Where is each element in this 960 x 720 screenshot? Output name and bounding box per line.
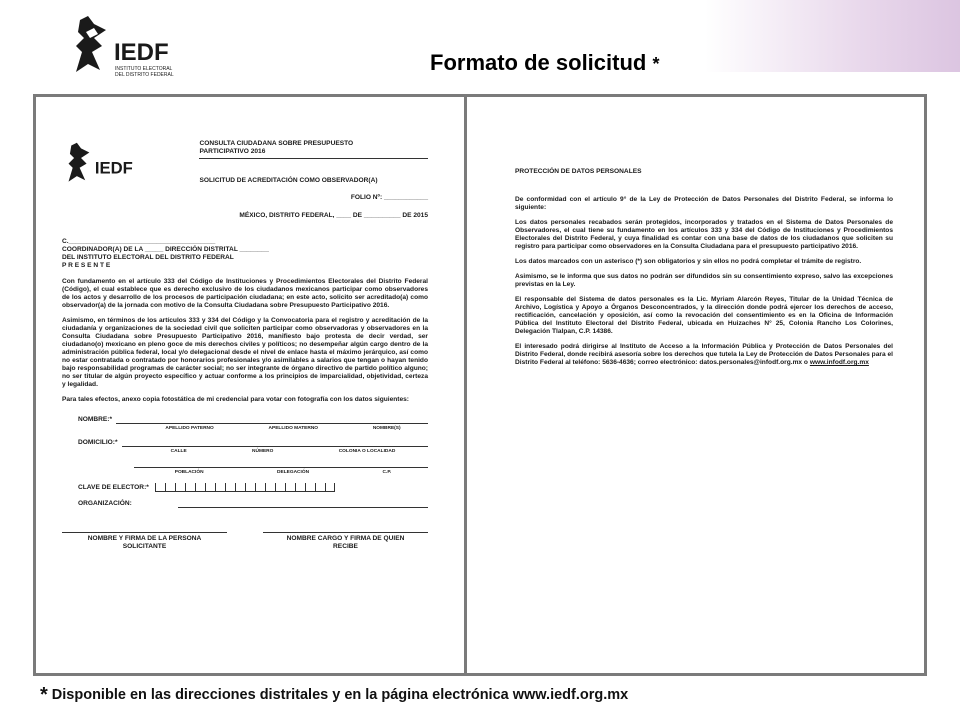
signature-receiver: NOMBRE CARGO Y FIRMA DE QUIEN RECIBE — [263, 532, 428, 551]
form-paragraph-1: Con fundamento en el artículo 333 del Código de Instituciones y Procedimientos Electorales del Distrito Federal (Código), el cual establece que es derecho exclusivo de los ciudadanos mexicanos participar como observadores de los actos y desarrollo de los procesos de participación ciudadana; en este acto, solicito ser acreditado(a) como observador(a) de la jornada con motivo de la Consulta Ciudadana sobre Presupuesto Participativo 2016. — [62, 278, 428, 309]
clave-elector-field: CLAVE DE ELECTOR:* — [78, 483, 428, 492]
document-divider — [464, 96, 467, 674]
organizacion-field: ORGANIZACIÓN: — [78, 500, 428, 508]
form-paragraph-2: Asimismo, en términos de los artículos 333 y 334 del Código y la Convocatoria para el registro y acreditación de la ciudadanía y organizaciones de la sociedad civil que soliciten participar como observadoras y observadores en la Consulta Ciudadana sobre Presupuesto Participativo 2016, manifiesto bajo protesta de decir verdad, ser ciudadano(o) mexicano en pleno goce de mis derechos civiles y políticos; no desempeñar algún cargo dentro de la administración pública federal, local y/o delegacional desde el nivel de enlace hasta el máximo jerárquico, así como no estar contratada o contratado por honorarios profesionales y/o asimilables a salarios que tengan o hayan tenido bajo responsabilidad programas de carácter social; no ser integrante de órgano directivo de partido político alguno; no ser titular de algún proyecto específico y actuar conforme a los principios de imparcialidad, objetividad, certeza y legalidad. — [62, 317, 428, 388]
footer-note: * Disponible en las direcciones distritales y en la página electrónica www.iedf.org.mx — [40, 684, 629, 706]
form-logo-icon — [62, 140, 151, 190]
domicilio-field: DOMICILIO:* — [78, 439, 428, 447]
privacy-heading: PROTECCIÓN DE DATOS PERSONALES — [515, 168, 642, 175]
form-paragraph-3: Para tales efectos, anexo copia fotostática de mi credencial para votar con fotografía con los datos siguientes: — [62, 396, 410, 403]
svg-text:DEL DISTRITO FEDERAL: DEL DISTRITO FEDERAL — [115, 72, 174, 78]
data-protection-page: PROTECCIÓN DE DATOS PERSONALES De conformidad con el artículo 9° de la Ley de Protección de Datos Personales del Distrito Federal, se informa lo siguiente: Los datos personales recabados serán protegidos, incorporados y tratados en el Sistema de Datos Personales de Observadores, el cual tiene su fundamento en los artículos 333 y 334 del Código de Instituciones y Procedimientos Electorales del Distrito Federal, y cuya finalidad es contar con una base de datos de los ciudadanos que soliciten su registro para participar como observadores en la Consulta Ciudadana para el presupuesto participativo 2016. Los datos marcados con un asterisco (*) son obligatorios y sin ellos no podrá completar el trámite de registro. Asimismo, se le informa que sus datos no podrán ser difundidos sin su consentimiento expreso, salvo las excepciones previstas en la Ley. El responsable del Sistema de datos personales es la Lic. Myriam Alarcón Reyes, Titular de la Unidad Técnica de Archivo, Logística y Apoyo a Órganos Desconcentrados, y la dirección donde podrá ejercer los derechos de acceso, rectificación, cancelación y oposición, así como la revocación del consentimiento es en la Oficina de Información Pública del Instituto Electoral del Distrito Federal, ubicada en Huizaches N° 25, Colonia Rancho Los Colorines, Delegación Tlalpan, C.P. 14386. El interesado podrá dirigirse al Instituto de Acceso a la Información Pública y Protección de Datos Personales del Distrito Federal, donde recibirá asesoría sobre los derechos que tutela la Ley de Protección de Datos Personales para el Distrito Federal al teléfono: 5636-4636; correo electrónico: datos.personales@infodf.org.mx o www.infodf.org.mx — [515, 168, 893, 366]
date-field: MÉXICO, DISTRITO FEDERAL, ____ DE __________ DE 2015 — [239, 212, 428, 219]
iedf-bird-icon — [72, 12, 190, 84]
svg-text:IEDF: IEDF — [94, 158, 133, 178]
signature-applicant: NOMBRE Y FIRMA DE LA PERSONA SOLICITANTE — [62, 532, 227, 551]
slide-title: Formato de solicitud * — [430, 50, 660, 75]
request-form-page: IEDF CONSULTA CIUDADANA SOBRE PRESUPUESTO PARTICIPATIVO 2016 SOLICITUD DE ACREDITACIÓN COMO OBSERVADOR(A) FOLIO Nº: ____________ MÉXICO, DISTRITO FEDERAL, ____ DE __________ DE 2015 C.________________________________________ COORDINADOR(A) DE LA _____ DIRECCIÓN DISTRITAL ________ DEL INSTITUTO ELECTORAL DEL DISTRITO FEDERAL P R E S E N T E Con fundamento en el artículo 333 del Código de Instituciones y Procedimientos Electorales del Distrito Federal (Código), el cual establece que es derecho exclusivo de los ciudadanos mexicanos participar como observadores de los actos y desarrollo de los procesos de participación ciudadana; en este acto, solicito ser acreditado(a) como observador(a) de la jornada con motivo de la Consulta Ciudadana sobre Presupuesto Participativo 2016. Asimismo, en términos de los artículos 333 y 334 del Código y la Convocatoria para el registro y acreditación de la ciudadanía y organizaciones de la sociedad civil que soliciten participar como observadoras y observadores en la Consulta Ciudadana sobre Presupuesto Participativo 2016, manifiesto bajo protesta de decir verdad, ser ciudadano(o) mexicano en pleno goce de mis derechos civiles y políticos; no desempeñar algún cargo dentro de la administración pública federal, local y/o delegacional desde el nivel de enlace hasta el máximo jerárquico, así como no estar contratada o contratado por honorarios profesionales y/o asimilables a salarios que tengan o hayan tenido bajo responsabilidad programas de carácter social; no ser integrante de órgano directivo de partido político alguno; no ser titular de algún proyecto específico y actuar conforme a los principios de imparcialidad, objetividad, certeza y legalidad. Para tales efectos, anexo copia fotostática de mi credencial para votar con fotografía con los datos siguientes: NOMBRE:* APELLIDO PATERNO APELLIDO MATERNO NOMBRE(S) DOMICILIO:* CALLE NÚMERO COLONIA O LOCALIDAD POBLACIÓN DELEGACIÓN C.P. CLAVE DE ELECTOR:* ORGANIZACIÓN: NOMBRE Y FIRMA DE LA PERSONA SOLICITANTE NOMBRE CARGO Y FIRMA DE QUIEN RECIBE — [62, 140, 428, 550]
folio-field: FOLIO Nº: ____________ — [350, 194, 428, 201]
nombre-field: NOMBRE:* — [78, 416, 428, 424]
iedf-logo — [72, 12, 190, 84]
svg-text:IEDF: IEDF — [114, 39, 169, 66]
svg-text:INSTITUTO ELECTORAL: INSTITUTO ELECTORAL — [115, 66, 173, 72]
infodf-link[interactable]: www.infodf.org.mx — [809, 359, 869, 366]
form-heading: CONSULTA CIUDADANA SOBRE PRESUPUESTO — [199, 140, 354, 147]
header-decoration — [705, 0, 960, 72]
